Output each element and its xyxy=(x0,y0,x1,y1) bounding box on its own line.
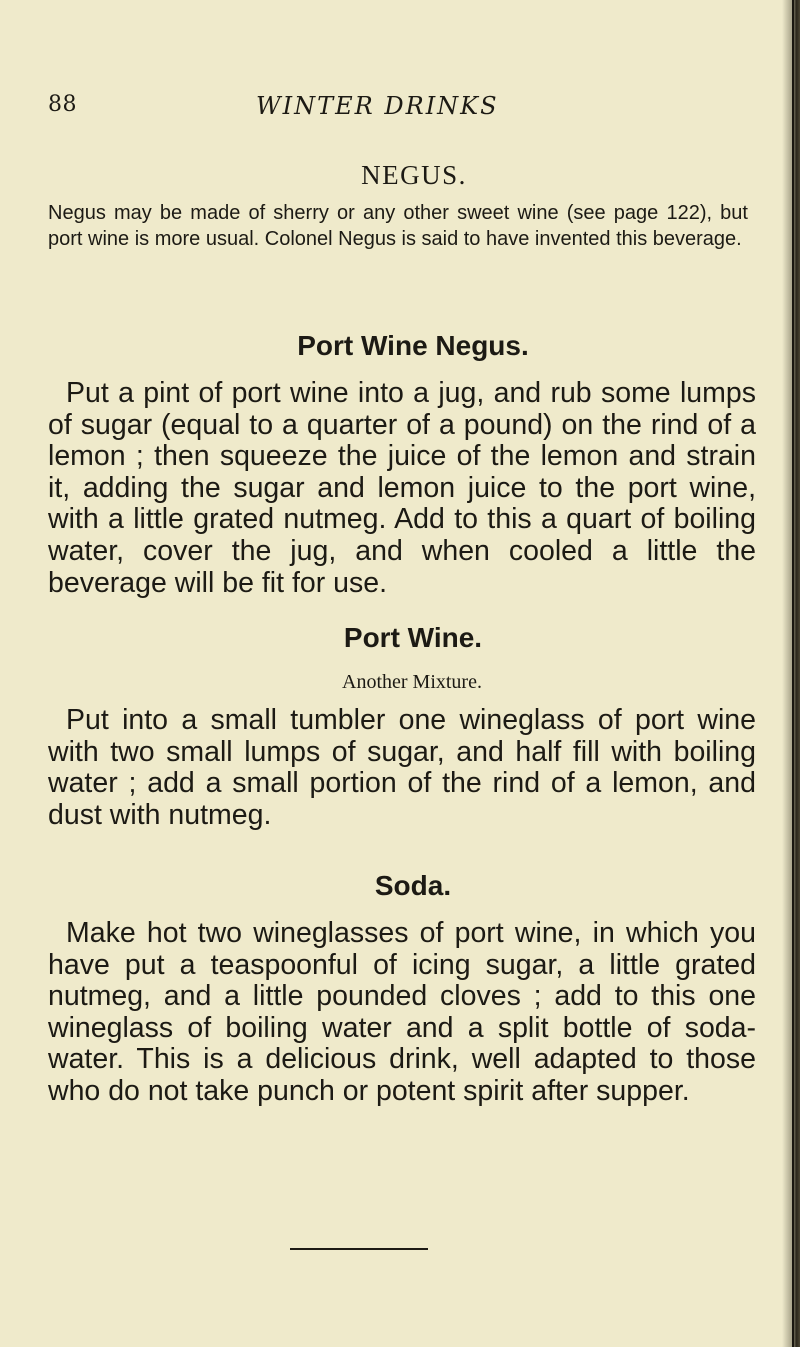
recipe-text-port-wine: Put into a small tumbler one wineglass of port wine with two small lumps of sugar, and half fill with boiling water ; add a small portion of the rind of a lemon, and dust with nutmeg. xyxy=(48,704,756,831)
page-edge-line xyxy=(792,0,794,1347)
recipe-note-another-mixture: Another Mixture. xyxy=(342,671,482,693)
end-rule xyxy=(290,1248,428,1250)
recipe-title-soda: Soda. xyxy=(374,870,452,901)
recipe-title-port-wine: Port Wine. xyxy=(343,622,483,653)
page-edge-shadow xyxy=(782,0,800,1347)
recipe-text-soda: Make hot two wineglasses of port wine, in which you have put a teaspoonful of icing sugar, a little grated nutmeg, and a little pounded cloves ; add to this one wineglass of boiling water and a split bottle of soda-water. This is a delicious drink, well adapted to those who do not take punch or potent spirit after supper. xyxy=(48,917,756,1107)
recipe-text-port-wine-negus: Put a pint of port wine into a jug, and rub some lumps of sugar (equal to a quarter of a pound) on the rind of a lemon ; then squeeze the juice of the lemon and strain it, adding the sugar and lemon juice to the port wine, with a little grated nutmeg. Add to this a quart of boiling water, cover the jug, and when cooled a little the beverage will be fit for use. xyxy=(48,377,756,599)
recipe-title-port-wine-negus: Port Wine Negus. xyxy=(297,330,529,361)
section-title: NEGUS. xyxy=(361,160,467,190)
running-head xyxy=(48,92,748,132)
page-number: 88 xyxy=(48,92,77,117)
section-intro: Negus may be made of sherry or any other sweet wine (see page 122), but port wine is more usual. Colonel Negus is said to have invented this beverage. xyxy=(48,202,748,250)
running-head-title: WINTER DRINKS xyxy=(256,92,499,120)
